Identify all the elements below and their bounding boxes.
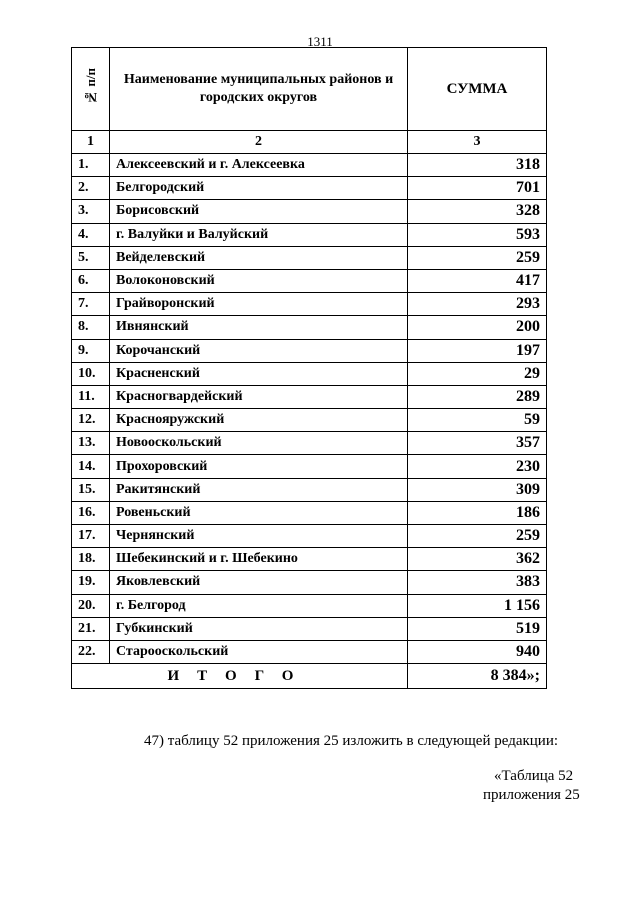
row-number: 21. [72, 617, 110, 640]
table-row [72, 409, 547, 432]
row-value: 293 [408, 293, 547, 316]
row-number: 20. [72, 594, 110, 617]
row-number: 15. [72, 478, 110, 501]
row-value: 309 [408, 478, 547, 501]
row-value: 230 [408, 455, 547, 478]
row-value: 940 [408, 640, 547, 663]
row-number: 6. [72, 269, 110, 292]
row-name: Прохоровский [110, 455, 408, 478]
row-number: 9. [72, 339, 110, 362]
table-row [72, 455, 547, 478]
table-row [72, 223, 547, 246]
row-number: 2. [72, 177, 110, 200]
total-label: ИТОГО [72, 664, 408, 689]
row-number: 17. [72, 525, 110, 548]
table-row [72, 339, 547, 362]
row-value: 200 [408, 316, 547, 339]
table-row [72, 501, 547, 524]
table-header-row [72, 48, 547, 131]
table-body [72, 154, 547, 664]
header-sum: СУММА [408, 48, 547, 131]
row-number: 19. [72, 571, 110, 594]
row-name: г. Валуйки и Валуйский [110, 223, 408, 246]
total-value: 8 384»; [408, 664, 547, 689]
row-name: Губкинский [110, 617, 408, 640]
row-value: 328 [408, 200, 547, 223]
table-row [72, 316, 547, 339]
row-value: 29 [408, 362, 547, 385]
row-name: Ракитянский [110, 478, 408, 501]
row-value: 186 [408, 501, 547, 524]
row-value: 318 [408, 154, 547, 177]
row-value: 701 [408, 177, 547, 200]
table-row [72, 246, 547, 269]
row-value: 357 [408, 432, 547, 455]
table-row [72, 548, 547, 571]
budget-table [71, 47, 547, 689]
row-number: 8. [72, 316, 110, 339]
table-row [72, 594, 547, 617]
row-name: Яковлевский [110, 571, 408, 594]
row-number: 16. [72, 501, 110, 524]
table-row [72, 617, 547, 640]
table-row [72, 432, 547, 455]
row-number: 5. [72, 246, 110, 269]
table-row [72, 478, 547, 501]
header-name: Наименование муниципальных районов и городских округов [110, 48, 408, 131]
table-row [72, 293, 547, 316]
table-row [72, 571, 547, 594]
row-name: Красненский [110, 362, 408, 385]
row-name: Волоконовский [110, 269, 408, 292]
row-number: 3. [72, 200, 110, 223]
row-value: 1 156 [408, 594, 547, 617]
header-number [72, 48, 110, 131]
table-total-row [72, 664, 547, 689]
index-cell-2: 2 [110, 131, 408, 154]
table-row [72, 200, 547, 223]
table-row [72, 269, 547, 292]
row-name: Красногвардейский [110, 385, 408, 408]
table-caption-line2: приложения 25 [483, 787, 580, 803]
table-row [72, 640, 547, 663]
row-name: Корочанский [110, 339, 408, 362]
row-name: Вейделевский [110, 246, 408, 269]
row-name: Старооскольский [110, 640, 408, 663]
table-row [72, 177, 547, 200]
row-name: Шебекинский и г. Шебекино [110, 548, 408, 571]
page-number: 1311 [307, 34, 333, 49]
header-number-label: № п/п [82, 68, 98, 105]
row-name: Белгородский [110, 177, 408, 200]
row-number: 18. [72, 548, 110, 571]
row-name: Ивнянский [110, 316, 408, 339]
row-number: 10. [72, 362, 110, 385]
row-name: Борисовский [110, 200, 408, 223]
index-cell-1: 1 [72, 131, 110, 154]
table-caption-line1: «Таблица 52 [494, 768, 574, 784]
row-name: Краснояружский [110, 409, 408, 432]
budget-table-wrapper [71, 47, 547, 689]
table-index-row [72, 131, 547, 154]
row-name: г. Белгород [110, 594, 408, 617]
table-row [72, 385, 547, 408]
row-number: 12. [72, 409, 110, 432]
row-number: 4. [72, 223, 110, 246]
row-value: 362 [408, 548, 547, 571]
row-number: 1. [72, 154, 110, 177]
row-name: Алексеевский и г. Алексеевка [110, 154, 408, 177]
row-value: 59 [408, 409, 547, 432]
table-row [72, 525, 547, 548]
row-value: 383 [408, 571, 547, 594]
amendment-paragraph: 47) таблицу 52 приложения 25 изложить в следующей редакции: [144, 733, 559, 749]
row-value: 593 [408, 223, 547, 246]
row-value: 519 [408, 617, 547, 640]
row-value: 259 [408, 525, 547, 548]
row-value: 259 [408, 246, 547, 269]
row-name: Новооскольский [110, 432, 408, 455]
row-number: 14. [72, 455, 110, 478]
row-name: Грайворонский [110, 293, 408, 316]
row-value: 289 [408, 385, 547, 408]
row-name: Чернянский [110, 525, 408, 548]
row-number: 22. [72, 640, 110, 663]
row-value: 197 [408, 339, 547, 362]
row-name: Ровеньский [110, 501, 408, 524]
row-number: 11. [72, 385, 110, 408]
row-value: 417 [408, 269, 547, 292]
table-row [72, 154, 547, 177]
row-number: 7. [72, 293, 110, 316]
index-cell-3: 3 [408, 131, 547, 154]
row-number: 13. [72, 432, 110, 455]
table-row [72, 362, 547, 385]
